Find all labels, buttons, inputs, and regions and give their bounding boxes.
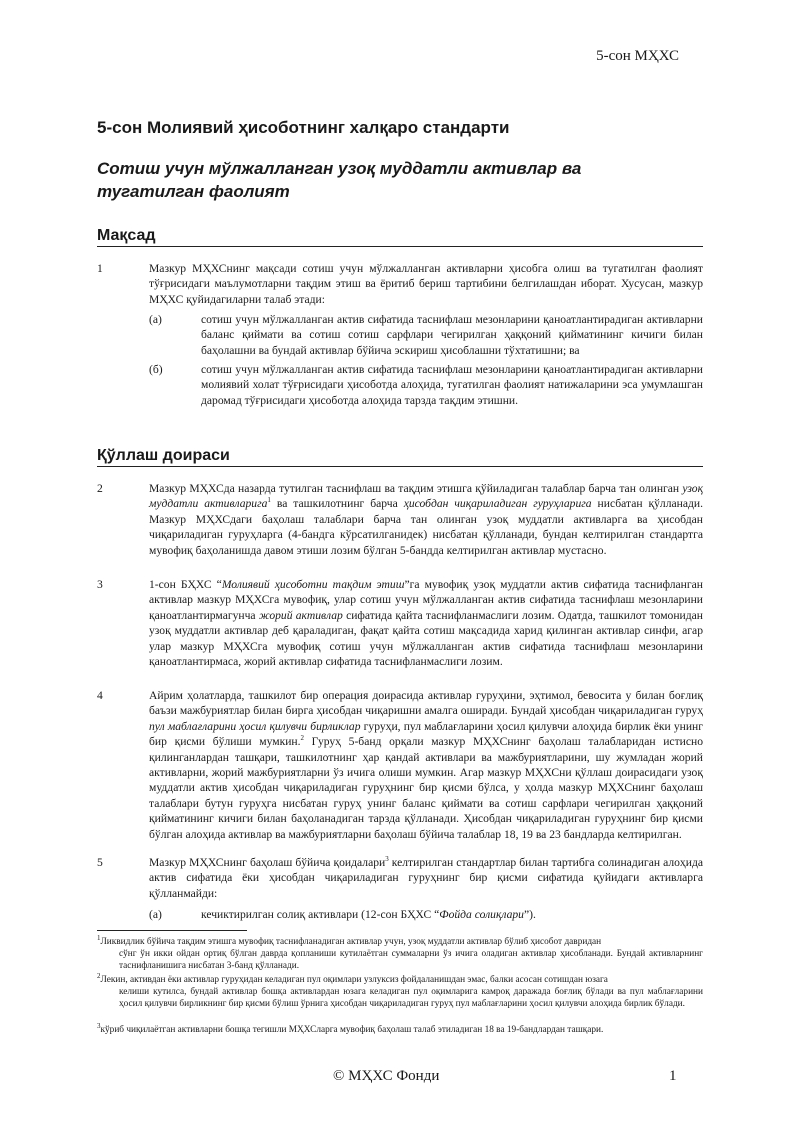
paragraph-3 — [97, 577, 703, 669]
standard-name: Фойда солиқлари — [439, 908, 524, 921]
footnote-continuation: сўнг ўн икки ойдан ортиқ бўлган даврда қопланиши кутилаётган суммаларни ўз ичига оладиган активлар ҳисобланади. Бундай активларнинг таснифланишига нисбатан 3-банд қўлланади. — [119, 949, 703, 971]
paragraph-1 — [97, 261, 703, 307]
paragraph-number: 1 — [97, 262, 103, 275]
footnote-text: Лекин, активдан ёки активлар гуруҳидан келадиган пул оқимлари узлуксиз фойдаланишдан эмас, балки асосан сотишдан юзага — [100, 975, 608, 985]
text-run: Мазкур МҲХСда назарда тутилган таснифлаш ва тақдим этишга қўйиладиган талаблар барча тан олинган — [149, 482, 683, 495]
section-heading-objective: Мақсад — [97, 227, 703, 247]
item-text: сотиш учун мўлжалланган актив сифатида таснифлаш мезонларини қаноатлантирадиган активларни молиявий холат тўғрисидаги ҳисоботда алоҳида, тугатилган фаолият натижаларини эса умумлашган даромад тўғрисидаги ҳисоботда алоҳида тарзда тақдим этишни. — [201, 363, 703, 407]
footnote-1 — [97, 933, 703, 972]
paragraph-number: 2 — [97, 482, 103, 495]
paragraph-5-item-a — [149, 907, 703, 922]
standard-name: Молиявий ҳисоботни тақдим этиш — [221, 578, 405, 591]
item-label: (а) — [149, 908, 162, 921]
footnote-3 — [97, 1021, 703, 1036]
text-run: ”га мувофиқ узоқ муддатли актив сифатида таснифланган активлар мазкур МҲХСга мувофиқ, улар сотиш учун мўлжалланган актив сифатида таснифлаш мезонларини қаноатлантирмагунча — [149, 578, 703, 622]
paragraph-2 — [97, 481, 703, 558]
paragraph-text — [149, 481, 703, 558]
copyright: © МҲХС Фонди — [333, 1068, 440, 1084]
item-text — [201, 907, 703, 922]
paragraph-5 — [97, 855, 703, 901]
paragraph-number: 3 — [97, 578, 103, 591]
text-run: сифатида қайта таснифланмаслиги лозим. Одатда, ташкилот томонидан узоқ муддатли активлар деб қараладиган, фақат қайта сотиш мақсадида харид қилинган активлар синфи, агар улар мазкур МҲХСга мувофиқ сотиш учун мўлжалланган актив сифатида таснифлаш мезонларини қаноатлантирмаса, жорий активлар сифатида таснифланмаслиги лозим. — [149, 608, 703, 669]
paragraph-text: Мазкур МҲХСнинг мақсади сотиш учун мўлжалланган активларни ҳисобга олиш ва тугатилган фаолият тўғрисидаги маълумотларни тақдим этиш ва ёритиб бериш тартибини белгилашдан иборат. Хусусан, мазкур МҲХС қуйидагиларни талаб этади: — [149, 262, 703, 306]
text-run: ва ташкилотнинг барча — [270, 497, 404, 511]
footnote-2 — [97, 971, 703, 1010]
defined-term: жорий активлар — [258, 608, 343, 622]
defined-term: пул маблағларини ҳосил қилувчи бирликлар — [149, 719, 361, 733]
paragraph-text — [149, 688, 703, 842]
defined-term: ҳисобдан чиқариладиган гуруҳларига — [403, 497, 592, 511]
paragraph-number: 5 — [97, 856, 103, 869]
text-run: Гуруҳ 5-банд орқали мазкур МҲХСнинг баҳолаш талабларидан истисно қилинганлардан ташқари, ташкилотнинг ҳар қандай активлари ва мажбуриятларини, шу жумладан жорий активларни, жорий мажбуриятларни ўз ичига олиши мумкин. Агар мазкур МҲХСни қўллаш доирасидаги узоқ муддатли актив ҳисобдан чиқариладиган гуруҳнинг бир қисми бўлса, у ҳолда мазкур МҲХСнинг баҳолаш талаблари бутун гуруҳга нисбатан гуруҳ унинг баланс қиймати ва сотиш сарфлари чегирилган ҳаққоний қийматининг кичиги билан баҳоланадиган тарзда қўлланади. Ҳисобдан чиқариладиган гуруҳнинг бир қисми бўлган алоҳида активлар ва мажбуриятларни баҳолаш бўйича талаблар 18, 19 ва 23 бандларда келтирилган. — [149, 735, 703, 841]
text-run: Мазкур МҲХСнинг баҳолаш бўйича қоидалари — [149, 856, 386, 869]
text-run: Айрим ҳолатларда, ташкилот бир операция доирасида активлар гуруҳини, эҳтимол, бевосита у билан боғлиқ баъзи мажбуриятлар билан бирга ҳисобдан чиқаришни амалга оширади. Бундай ҳисобдан чиқариладиган гуруҳ — [149, 689, 703, 718]
defined-term: узоқ муддатли активларига — [149, 482, 703, 511]
item-text: сотиш учун мўлжалланган актив сифатида таснифлаш мезонларини қаноатлантирадиган активларни баланс қиймати ва сотиш сотиш сарфлари чегирилган ҳаққоний қийматининг кичиги билан баҳолашни ва бундай активлар бўйича эскириш ҳисоблашни тўхтатишни; ва — [201, 313, 703, 357]
item-label: (б) — [149, 363, 163, 376]
text-run: 1-сон БҲХС “ — [149, 578, 222, 591]
standard-subtitle: Сотиш учун мўлжалланган узоқ муддатли активлар ва тугатилган фаолият — [97, 159, 582, 201]
footnote-ref: 3 — [385, 855, 389, 864]
text-run: ”). — [523, 908, 536, 921]
footnote-mark: 2 — [97, 971, 101, 980]
running-header: 5-сон МҲХС — [596, 48, 679, 64]
item-label: (а) — [149, 313, 162, 326]
page-number: 1 — [669, 1068, 677, 1084]
footnote-text: Ликвидлик бўйича тақдим этишга мувофиқ таснифланадиган активлар учун, узоқ муддатли активлар бўлиб ҳисобот давридан — [100, 937, 602, 947]
paragraph-text — [149, 577, 703, 669]
footnote-separator — [97, 930, 247, 931]
footnote-ref: 1 — [267, 496, 271, 505]
footnote-ref: 2 — [300, 734, 305, 743]
footnote-continuation: келиши кутилса, бундай активлар бошқа активлардан юзага келадиган пул оқимларига камроқ даражада боғлиқ бўлади ва пул маблағларини ҳосил қилувчи бирликнинг бир қисми бўлиш ўрнига ҳисобдан чиқариладиган гуруҳ пул маблағларини ҳосил қилувчи алоҳида бирлик бўлади. — [119, 987, 703, 1009]
footnote-mark: 3 — [97, 1021, 101, 1030]
paragraph-1-item-a — [149, 312, 703, 358]
text-run: нисбатан қўлланади. Мазкур МҲХСдаги баҳолаш талаблари барча тан олинган узоқ муддатли активларга ва ҳисобдан чиқариладиган гуруҳларга (4-бандга кўрсатилганидек) нисбатан қўлланади, бундан келтирилган стандартга мувофиқ баҳоланишда давом этиши лозим бўлган 5-бандда келтирилган активлар мустасно. — [149, 497, 703, 557]
text-run: келтирилган стандартлар билан тартибга солинадиган алоҳида актив сифатида ёки ҳисобдан чиқариладиган гуруҳнинг бир қисми сифатида қуйидаги активларга қўлланмайди: — [149, 856, 703, 900]
paragraph-number: 4 — [97, 689, 103, 702]
footnote-text: кўриб чиқилаётган активларни бошқа тегишли МҲХСларга мувофиқ баҳолаш талаб этиладиган 18 ва 19-бандлардан ташқари. — [100, 1025, 604, 1035]
paragraph-text — [149, 855, 703, 901]
footnote-mark: 1 — [97, 933, 101, 942]
text-run: гуруҳи, пул маблағларини ҳосил қилувчи алоҳида бирлик ёки унинг бир қисми бўлиши мумкин. — [149, 719, 703, 749]
section-heading-scope: Қўллаш доираси — [97, 447, 703, 467]
paragraph-1-item-b — [149, 362, 703, 408]
paragraph-4 — [97, 688, 703, 842]
standard-title: 5-сон Молиявий ҳисоботнинг халқаро стандарти — [97, 118, 510, 137]
text-run: кечиктирилган солиқ активлари (12-сон БҲХС “ — [201, 908, 440, 921]
